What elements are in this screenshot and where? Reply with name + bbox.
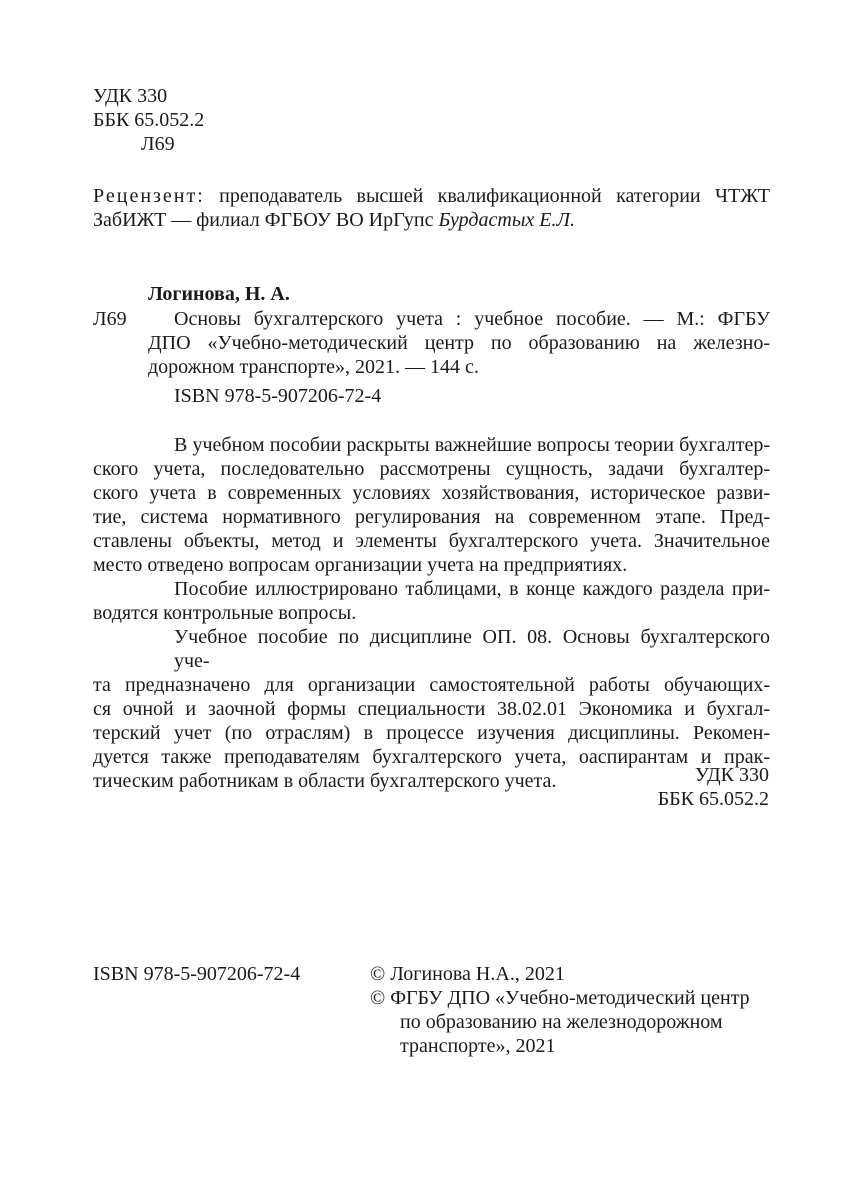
- abstract-paragraph: Пособие иллюстрировано таблицами, в конце каждого раздела при- водятся контрольные вопросы.: [93, 578, 770, 624]
- abstract-udk: УДК 330: [694, 764, 769, 786]
- bibliography-line: ДПО «Учебно-методический центр по образованию на железно-: [148, 332, 770, 354]
- reviewer-line1: преподаватель высшей квалификационной категории ЧТЖТ: [219, 185, 771, 207]
- copyright-org-line: © ФГБУ ДПО «Учебно-методический центр: [370, 987, 750, 1009]
- abstract-bbk: ББК 65.052.2: [657, 788, 769, 810]
- author-mark: Л69: [141, 133, 175, 155]
- reviewer-block: [93, 184, 770, 232]
- abstract-paragraph: В учебном пособии раскрыты важнейшие вопросы теории бухгалтер- ского учета, последовательно рассмотрены сущность, задачи бухгалтер- ского учета в современных условиях хозяйствования, историческое разви- тие, система нормативного регулирования на современном этапе. Пред- ставлены объекты, метод и элементы бухгалтерского учета. Значительное место отведено вопросам организации учета на предприятиях.: [93, 434, 770, 576]
- abstract-classification: [658, 763, 769, 811]
- abstract-paragraph: Учебное пособие по дисциплине ОП. 08. Основы бухгалтерского уче- та предназначено для организации самостоятельной работы обучающих- ся очной и заочной формы специальности 38.02.01 Экономика и бухгал- терский учет (по отраслям) в процессе изучения дисциплины. Рекомен- дуется также преподавателям бухгалтерского учета, оаспирантам и прак- тическим работникам в области бухгалтерского учета.: [93, 626, 770, 792]
- udk-code: УДК 330: [93, 85, 168, 107]
- reviewer-name: Бурдастых Е.Л.: [438, 209, 576, 231]
- copyright-block: [370, 962, 750, 1058]
- book-isbn: ISBN 978-5-907206-72-4: [174, 385, 382, 407]
- bibliography-line: дорожном транспорте», 2021. — 144 с.: [148, 356, 479, 378]
- book-author: Логинова, Н. А.: [148, 283, 290, 305]
- abstract: [93, 433, 770, 793]
- reviewer-line2: ЗабИЖТ — филиал ФГБОУ ВО ИрГупс: [93, 209, 434, 231]
- copyright-author: © Логинова Н.А., 2021: [370, 963, 565, 985]
- classification-block: [93, 84, 204, 156]
- bibliography-description: [148, 307, 770, 379]
- footer-isbn: ISBN 978-5-907206-72-4: [93, 963, 301, 985]
- bibliography-mark: Л69: [93, 308, 127, 330]
- reviewer-label: Рецензент:: [93, 185, 205, 207]
- copyright-org-line: по образованию на железнодорожном: [400, 1011, 723, 1033]
- bibliography-line: Основы бухгалтерского учета : учебное пособие. — М.: ФГБУ: [174, 308, 770, 330]
- bbk-code: ББК 65.052.2: [93, 109, 205, 131]
- copyright-org-line: транспорте», 2021: [400, 1035, 556, 1057]
